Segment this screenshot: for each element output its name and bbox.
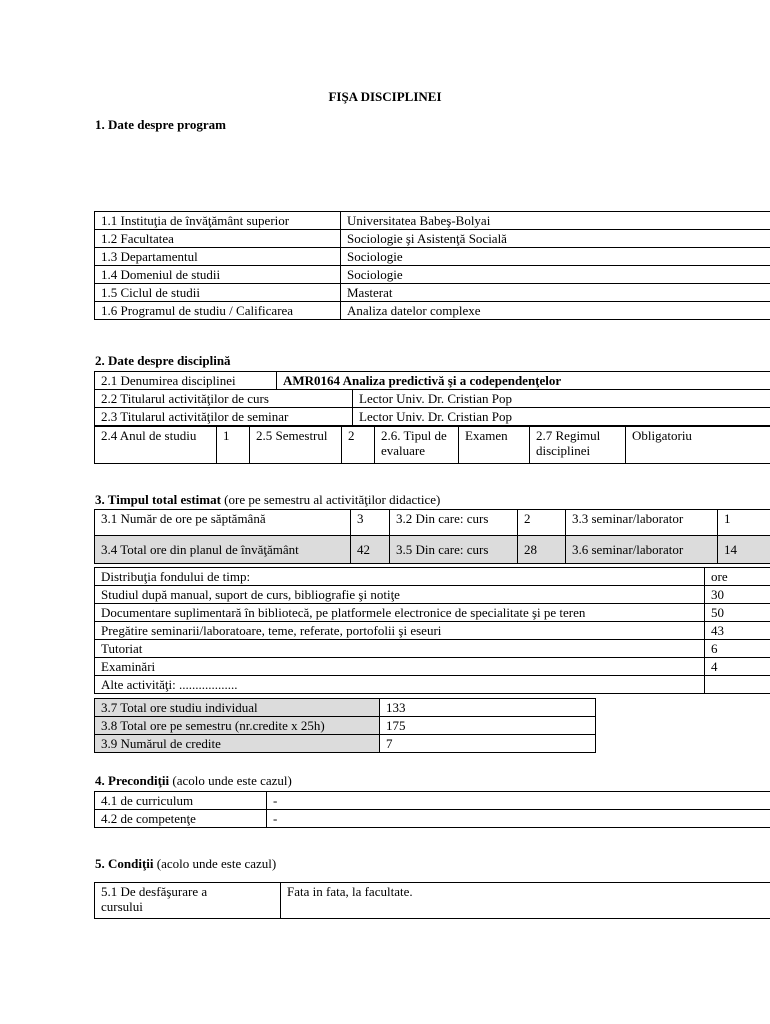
name-value: AMR0164 Analiza predictivă şi a codependenţelor [277,372,770,390]
r33-value: 1 [718,510,770,536]
r31-value: 3 [351,510,390,536]
precondition-label: 4.2 de competenţe [95,810,267,828]
regime-label-line2: disciplinei [536,443,591,458]
row-value: Masterat [341,284,770,302]
distribution-label: Studiul după manual, suport de curs, bibliografie şi notiţe [95,586,705,604]
section-3-heading [95,492,440,508]
section-5-heading-bold: 5. Condiţii [95,856,154,871]
r36-value: 14 [718,536,770,564]
discipline-titular-table [94,389,770,426]
table-row [95,622,770,640]
row-value: Analiza datelor complexe [341,302,770,320]
table-row [95,810,770,828]
regime-label [530,427,626,464]
year-label: 2.4 Anul de studiu [95,427,217,464]
table-row [95,266,770,284]
table-row [95,883,770,919]
table-row [95,284,770,302]
section-4-heading-bold: 4. Precondiţii [95,773,170,788]
evaluation-label-line2: evaluare [381,443,426,458]
course-label: 2.2 Titularul activităţilor de curs [95,390,353,408]
name-label: 2.1 Denumirea disciplinei [95,372,277,390]
distribution-unit: ore [705,568,770,586]
distribution-label: Alte activităţi: .................. [95,676,705,694]
r34-label: 3.4 Total ore din planul de învăţământ [95,536,351,564]
table-row [95,212,770,230]
table-row [95,717,596,735]
row-value: Sociologie şi Asistenţă Socială [341,230,770,248]
evaluation-label-line1: 2.6. Tipul de [381,428,447,443]
row-label: 1.5 Ciclul de studii [95,284,341,302]
total-label: 3.9 Numărul de credite [95,735,380,753]
table-row [95,568,770,586]
distribution-header: Distribuţia fondului de timp: [95,568,705,586]
distribution-label: Documentare suplimentară în bibliotecă, pe platformele electronice de specialitate şi pe teren [95,604,705,622]
year-value: 1 [217,427,250,464]
evaluation-value: Examen [459,427,530,464]
table-row [95,699,596,717]
section-5-heading-rest: (acolo unde este cazul) [153,856,277,871]
table-row [95,735,596,753]
r32-label: 3.2 Din care: curs [390,510,518,536]
total-label: 3.7 Total ore studiu individual [95,699,380,717]
table-row [95,408,770,426]
row-label: 1.3 Departamentul [95,248,341,266]
conditions-table [94,882,770,919]
distribution-value: 6 [705,640,770,658]
table-row [95,792,770,810]
hours-table [94,509,770,564]
table-row [95,676,770,694]
distribution-value: 4 [705,658,770,676]
seminar-label: 2.3 Titularul activităţilor de seminar [95,408,353,426]
document-title: FIŞA DISCIPLINEI [328,89,442,104]
condition-label-line2: cursului [101,899,143,914]
condition-value: Fata in fata, la facultate. [281,883,770,919]
table-row [95,427,770,464]
preconditions-table [94,791,770,828]
r34-value: 42 [351,536,390,564]
table-row [95,248,770,266]
program-table [94,211,770,320]
section-1-heading: 1. Date despre program [95,117,226,132]
r35-value: 28 [518,536,566,564]
total-value: 175 [380,717,596,735]
precondition-value: - [267,810,770,828]
section-4-heading [95,773,292,789]
seminar-value: Lector Univ. Dr. Cristian Pop [353,408,770,426]
row-value: Sociologie [341,248,770,266]
table-row [95,536,770,564]
section-3-heading-rest: (ore pe semestru al activităţilor didactice) [220,492,441,507]
distribution-value: 50 [705,604,770,622]
table-row [95,302,770,320]
evaluation-label [375,427,459,464]
total-value: 133 [380,699,596,717]
r31-label: 3.1 Număr de ore pe săptămână [95,510,351,536]
distribution-value: 43 [705,622,770,640]
distribution-label: Examinări [95,658,705,676]
section-3-heading-bold: 3. Timpul total estimat [95,492,221,507]
row-label: 1.4 Domeniul de studii [95,266,341,284]
table-row [95,586,770,604]
condition-label-line1: 5.1 De desfăşurare a [101,884,208,899]
row-label: 1.1 Instituţia de învăţământ superior [95,212,341,230]
r36-label: 3.6 seminar/laborator [566,536,718,564]
course-value: Lector Univ. Dr. Cristian Pop [353,390,770,408]
row-value: Sociologie [341,266,770,284]
r33-label: 3.3 seminar/laborator [566,510,718,536]
semester-label: 2.5 Semestrul [250,427,342,464]
distribution-label: Pregătire seminarii/laboratoare, teme, referate, portofolii şi eseuri [95,622,705,640]
discipline-name-table [94,371,770,390]
table-row [95,372,770,390]
r35-label: 3.5 Din care: curs [390,536,518,564]
row-label: 1.2 Facultatea [95,230,341,248]
precondition-value: - [267,792,770,810]
total-value: 7 [380,735,596,753]
section-4-heading-rest: (acolo unde este cazul) [169,773,292,788]
r32-value: 2 [518,510,566,536]
table-row [95,510,770,536]
table-row [95,230,770,248]
table-row [95,390,770,408]
table-row [95,604,770,622]
semester-value: 2 [342,427,375,464]
distribution-label: Tutoriat [95,640,705,658]
precondition-label: 4.1 de curriculum [95,792,267,810]
table-row [95,640,770,658]
totals-table [94,698,596,753]
condition-label [95,883,281,919]
regime-label-line1: 2.7 Regimul [536,428,601,443]
section-5-heading [95,856,276,872]
regime-value: Obligatoriu [626,427,770,464]
distribution-value: 30 [705,586,770,604]
discipline-details-table [94,426,770,464]
time-distribution-table [94,567,770,694]
row-label: 1.6 Programul de studiu / Calificarea [95,302,341,320]
row-value: Universitatea Babeş-Bolyai [341,212,770,230]
section-2-heading: 2. Date despre disciplină [95,353,231,368]
total-label: 3.8 Total ore pe semestru (nr.credite x 25h) [95,717,380,735]
table-row [95,658,770,676]
distribution-value [705,676,770,694]
